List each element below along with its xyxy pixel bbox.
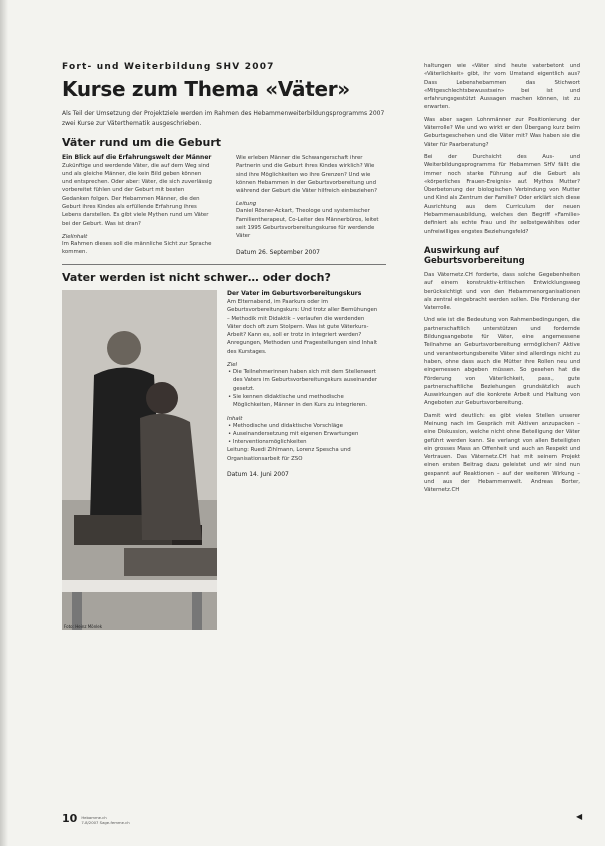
footer-line-2: 7-8/2007 Sage-femme.ch [81,819,130,825]
course2-heading: Vater werden ist nicht schwer… oder doch? [62,271,331,285]
course1-lead-label: Leitung [236,201,257,208]
course1-goal: Im Rahmen dieses soll die männliche Sicht zur Sprache kommen. [62,240,212,256]
course2-subheading: Der Vater im Geburtsvorbereitungskurs [227,290,362,298]
footer-publication [81,816,129,825]
footer-line-1: Hebamme.ch [81,815,107,820]
right-heading: Auswirkung auf Geburtsvorbereitung [424,245,525,267]
page-number: 10 [62,812,78,825]
course2-goal-label: Ziel [227,362,238,369]
course2-block [62,290,386,630]
course1-date: Datum 26. September 2007 [236,248,320,256]
course2-goal-bullet-2: • Sie kennen didaktische und methodische Möglichkeiten, Männer in den Kurs zu integrieren. [228,393,368,409]
course1-heading: Väter rund um die Geburt [62,136,222,149]
course1-body2: Wie erleben Männer die Schwangerschaft ihrer Partnerin und die Geburt ihres Kindes wirklich? Wie sind ihre Möglichkeiten wo ihre Grenzen? Und wie können Hebammen in der Geburtsvorbereitung und während der Geburt die Väter hilfreich einbeziehen? [236,155,377,195]
course2-content-bullet-3: • Interventionsmöglichkeiten [228,439,307,446]
series-label: Fort- und Weiterbildung SHV 2007 [62,62,275,72]
course2-content-label: Inhalt [227,415,243,422]
article-intro: Als Teil der Umsetzung der Projektziele werden im Rahmen des Hebammenweiterbildungsprogramms 2007 zwei Kurse zur Väterthematik ausgeschrieben. [62,110,385,127]
right-body5: Und wie ist die Bedeutung von Rahmenbedingungen, die partnerschaftlich unterstützen und fordernde Bildungsangebote für Väter, eine angemessene Teilnahme an Geburtsvorbereitung ermöglichen? Aktive und verantwortungsbereite Väter sind allerdings nicht zu haben, ohne dass auch die Mütter ihre Rollen neu und eingemessen abgeben müssen. So gesehen hat die Förderung von Väterlichkeit, pass., gute partnerschaftliche Beziehungen grundsätzlich auch Auswirkungen auf die konkrete Arbeit und Haltung von Angeboten zur Geburtsvorbereitung. [424,317,580,407]
right-body2: Was aber sagen Lohnmänner zur Positionierung der Väterrolle? Wie und wo wirkt er den Übergang kurz beim Geburtsgeschehen und die Väter mit? Was haben sie die Väter für Paarberatung? [424,116,580,148]
course1-col-right [236,154,386,256]
course1-lead: Daniel Rösner-Ackart, Theologe und systemischer Familientherapeut, Co-Leiter des Männerbüros, leitet seit 1995 Geburtsvorbereitungskurse für werdende Väter [236,208,379,240]
course1-subheading: Ein Blick auf die Erfahrungswelt der Männer [62,154,212,161]
couple-photo [62,290,217,630]
course1-columns [62,154,386,256]
left-article [62,62,386,630]
right-column [424,62,580,495]
course2-text [227,290,379,630]
scan-edge-shadow [0,0,8,846]
course2-goal-bullet-1: • Die Teilnehmerinnen haben sich mit dem Stellenwert des Vaters im Geburtsvorbereitungskurs auseinander gesetzt. [228,369,378,392]
course2-content-bullet-1: • Methodische und didaktische Vorschläge [228,422,343,429]
course2-lead: Leitung: Ruedi Zihlmann, Lorenz Spescha und Organisationsarbeit für ZSO [227,447,351,462]
right-body4: Das Väternetz.CH forderte, dass solche Gegebenheiten auf einem konstruktiv-kritischen Entwicklungsweg berücksichtigt und von den Hebammenorganisationen als zentral eingebracht werden sollen. Die Förderung der Vaterrolle. [424,271,580,312]
right-body3: Bei der Durchsicht des Aus- und Weiterbildungsprogramms für Hebammen SHV fällt die immer noch starke Führung auf die Geburt als «körperliches Frauen-Ereignis» auf. Mythos Mutter? Überbetonung der biologischen Verbindung von Mutter und Kind als Zentrum der Familie? Oder erklärt sich diese Ausrichtung aus dem Curriculum der neuen Hebammenausbildung, welches den Begriff «Familie» definiert als echte Frau und ihr selbstgewähltes oder unfreiwilliges engstes Beziehungsfeld? [424,153,580,235]
photo-caption: Foto: Heinz Mönlek [64,624,103,630]
page-footer [62,812,130,825]
couple-photo-image [62,290,217,630]
course2-content-bullet-2: • Auseinandersetzung mit eigenen Erwartungen [228,430,359,437]
course1-goal-label: Zielinhalt [62,233,88,240]
course1-body1: Zukünftige und werdende Väter, die auf dem Weg sind und als gleiche Männer, die kein Bild geben können und entsprechen. Oder aber: Väter, die sich zuverlässig vorbereitet fühlen und der Geburt mit besten Gedanken folgen. Der Hebammen Männer, die den Geburt ihres Kindes als erfüllende Erfahrung ihres Lebens darstellen. Es gibt viele Mythen rund um Väter bei der Geburt. Was ist dran? [62,162,212,227]
course2-date: Datum 14. Juni 2007 [227,471,289,479]
article-end-icon: ◀ [576,812,583,821]
course2-body1: Am Elternabend, im Paarkurs oder im Geburtsvorbereitungskurs: Und trotz aller Bemühungen – Methodik mit Didaktik – verlaufen die werdenden Väter doch oft zum Stolpern. Was ist gute Väterkurs-Arbeit? Kann es, soll er trotz in integriert werden? Anregungen, Methoden und Fragestellungen sind Inhalt des Kurstages. [227,298,378,355]
right-body6: Damit wird deutlich: es gibt vieles Stellen unserer Meinung nach im Gespräch mit Aktiven anzupacken – eine Diskussion, welche nicht ohne Beteiligung der Väter geführt werden kann. Sie verlangt von allen Beteiligten ein grosses Mass an Offenheit und auch an Respekt und Vertrauen. Das Väternetz.CH hat mit seinem Projekt einen ersten Beitrag dazu geleistet und wir sind nun gespannt auf Reaktionen – auf der weiteren Wirkung – und aus der Hebammenwelt. Andreas Borter, Väternetz.CH [424,412,580,494]
course1-col-left [62,154,212,256]
section-divider [62,264,386,265]
right-body1: haltungen wie «Väter sind heute vaterbetont und «Väterlichkeit» gibt, ihr vom Umstand eigentlich aus? Dass Lebenshebammen das Stichwort «Mitgeschlechtsbewusstsein» bei ist und erfahrungsgestützt Aussagen machen können, ist zu erwarten. [424,63,580,111]
article-title: Kurse zum Thema «Väter» [62,77,350,101]
